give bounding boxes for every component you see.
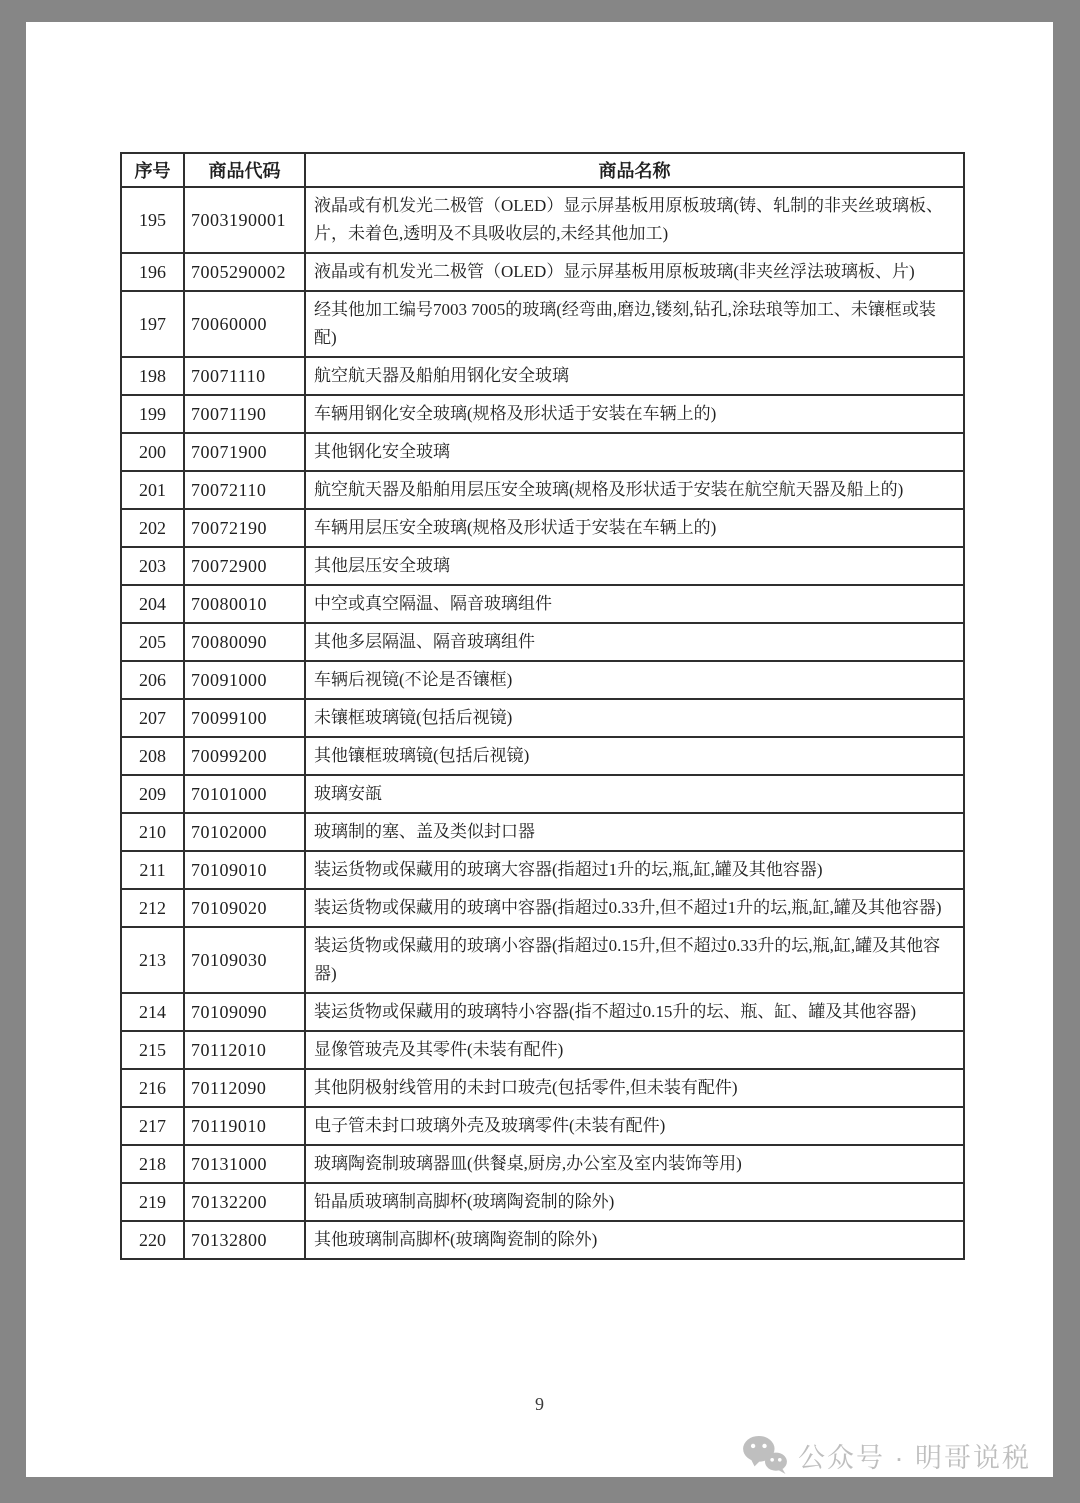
cell-commodity-code: 70131000	[184, 1145, 305, 1183]
cell-serial-number: 204	[121, 585, 184, 623]
cell-commodity-name: 玻璃安瓿	[305, 775, 964, 813]
table-row	[121, 1145, 964, 1183]
cell-commodity-name: 装运货物或保藏用的玻璃大容器(指超过1升的坛,瓶,缸,罐及其他容器)	[305, 851, 964, 889]
cell-serial-number: 200	[121, 433, 184, 471]
cell-commodity-name: 玻璃制的塞、盖及类似封口器	[305, 813, 964, 851]
cell-commodity-code: 70071110	[184, 357, 305, 395]
table-row	[121, 737, 964, 775]
cell-serial-number: 217	[121, 1107, 184, 1145]
table-row	[121, 623, 964, 661]
cell-commodity-code: 70109020	[184, 889, 305, 927]
table-row	[121, 253, 964, 291]
cell-commodity-name: 其他镶框玻璃镜(包括后视镜)	[305, 737, 964, 775]
cell-commodity-code: 70132800	[184, 1221, 305, 1259]
cell-serial-number: 201	[121, 471, 184, 509]
cell-commodity-name: 装运货物或保藏用的玻璃特小容器(指不超过0.15升的坛、瓶、缸、罐及其他容器)	[305, 993, 964, 1031]
cell-serial-number: 214	[121, 993, 184, 1031]
cell-commodity-name: 车辆用层压安全玻璃(规格及形状适于安装在车辆上的)	[305, 509, 964, 547]
cell-commodity-code: 70071190	[184, 395, 305, 433]
cell-serial-number: 210	[121, 813, 184, 851]
wechat-icon	[742, 1435, 788, 1475]
table-row	[121, 699, 964, 737]
table-row	[121, 433, 964, 471]
cell-commodity-name: 装运货物或保藏用的玻璃中容器(指超过0.33升,但不超过1升的坛,瓶,缸,罐及其他容器)	[305, 889, 964, 927]
table-header-row	[121, 153, 964, 187]
header-commodity-code: 商品代码	[184, 153, 305, 187]
table-row	[121, 1221, 964, 1259]
table-row	[121, 1183, 964, 1221]
cell-commodity-code: 70109010	[184, 851, 305, 889]
table-row	[121, 471, 964, 509]
cell-commodity-name: 玻璃陶瓷制玻璃器皿(供餐桌,厨房,办公室及室内装饰等用)	[305, 1145, 964, 1183]
cell-commodity-code: 70109030	[184, 927, 305, 993]
cell-serial-number: 202	[121, 509, 184, 547]
cell-serial-number: 212	[121, 889, 184, 927]
cell-commodity-code: 70132200	[184, 1183, 305, 1221]
cell-serial-number: 216	[121, 1069, 184, 1107]
cell-serial-number: 215	[121, 1031, 184, 1069]
table-row	[121, 187, 964, 253]
cell-commodity-code: 70080010	[184, 585, 305, 623]
cell-commodity-name: 车辆后视镜(不论是否镶框)	[305, 661, 964, 699]
table-row	[121, 357, 964, 395]
cell-commodity-name: 未镶框玻璃镜(包括后视镜)	[305, 699, 964, 737]
cell-serial-number: 199	[121, 395, 184, 433]
table-row	[121, 509, 964, 547]
cell-serial-number: 220	[121, 1221, 184, 1259]
cell-commodity-code: 70112090	[184, 1069, 305, 1107]
cell-serial-number: 218	[121, 1145, 184, 1183]
cell-commodity-code: 7003190001	[184, 187, 305, 253]
cell-serial-number: 207	[121, 699, 184, 737]
cell-commodity-code: 70072190	[184, 509, 305, 547]
cell-serial-number: 196	[121, 253, 184, 291]
cell-serial-number: 213	[121, 927, 184, 993]
cell-serial-number: 198	[121, 357, 184, 395]
table-row	[121, 661, 964, 699]
table-row	[121, 291, 964, 357]
table-row	[121, 927, 964, 993]
table-row	[121, 993, 964, 1031]
cell-commodity-code: 70119010	[184, 1107, 305, 1145]
cell-commodity-code: 70112010	[184, 1031, 305, 1069]
table-row	[121, 775, 964, 813]
cell-commodity-code: 70072900	[184, 547, 305, 585]
cell-commodity-name: 显像管玻壳及其零件(未装有配件)	[305, 1031, 964, 1069]
cell-commodity-code: 70091000	[184, 661, 305, 699]
cell-serial-number: 203	[121, 547, 184, 585]
cell-commodity-name: 液晶或有机发光二极管（OLED）显示屏基板用原板玻璃(非夹丝浮法玻璃板、片)	[305, 253, 964, 291]
cell-serial-number: 211	[121, 851, 184, 889]
commodity-table	[120, 152, 965, 1260]
header-commodity-name: 商品名称	[305, 153, 964, 187]
table-row	[121, 1031, 964, 1069]
cell-serial-number: 205	[121, 623, 184, 661]
cell-commodity-code: 70102000	[184, 813, 305, 851]
table-body	[121, 187, 964, 1259]
cell-commodity-name: 其他多层隔温、隔音玻璃组件	[305, 623, 964, 661]
cell-commodity-code: 70071900	[184, 433, 305, 471]
cell-commodity-name: 其他钢化安全玻璃	[305, 433, 964, 471]
table-row	[121, 851, 964, 889]
table-row	[121, 585, 964, 623]
cell-commodity-code: 70099100	[184, 699, 305, 737]
cell-serial-number: 219	[121, 1183, 184, 1221]
table-row	[121, 1069, 964, 1107]
table-row	[121, 547, 964, 585]
cell-commodity-name: 铅晶质玻璃制高脚杯(玻璃陶瓷制的除外)	[305, 1183, 964, 1221]
cell-commodity-name: 其他层压安全玻璃	[305, 547, 964, 585]
cell-serial-number: 206	[121, 661, 184, 699]
cell-commodity-name: 其他玻璃制高脚杯(玻璃陶瓷制的除外)	[305, 1221, 964, 1259]
cell-commodity-name: 航空航天器及船舶用钢化安全玻璃	[305, 357, 964, 395]
table-row	[121, 813, 964, 851]
watermark-text: 公众号 · 明哥说税	[798, 1442, 1031, 1473]
cell-commodity-name: 车辆用钢化安全玻璃(规格及形状适于安装在车辆上的)	[305, 395, 964, 433]
cell-commodity-name: 经其他加工编号7003 7005的玻璃(经弯曲,磨边,镂刻,钻孔,涂珐琅等加工、未镶框或装配)	[305, 291, 964, 357]
document-page	[26, 22, 1053, 1477]
table-row	[121, 1107, 964, 1145]
cell-commodity-code: 7005290002	[184, 253, 305, 291]
header-serial-number: 序号	[121, 153, 184, 187]
table-row	[121, 395, 964, 433]
cell-serial-number: 208	[121, 737, 184, 775]
page-number: 9	[535, 1394, 544, 1414]
cell-commodity-name: 装运货物或保藏用的玻璃小容器(指超过0.15升,但不超过0.33升的坛,瓶,缸,罐及其他容器)	[305, 927, 964, 993]
cell-commodity-code: 70072110	[184, 471, 305, 509]
cell-commodity-name: 航空航天器及船舶用层压安全玻璃(规格及形状适于安装在航空航天器及船上的)	[305, 471, 964, 509]
cell-commodity-name: 其他阴极射线管用的未封口玻壳(包括零件,但未装有配件)	[305, 1069, 964, 1107]
cell-serial-number: 195	[121, 187, 184, 253]
cell-commodity-code: 70099200	[184, 737, 305, 775]
cell-commodity-name: 液晶或有机发光二极管（OLED）显示屏基板用原板玻璃(铸、轧制的非夹丝玻璃板、片，未着色,透明及不具吸收层的,未经其他加工)	[305, 187, 964, 253]
cell-commodity-code: 70109090	[184, 993, 305, 1031]
watermark	[742, 1435, 1031, 1475]
cell-commodity-code: 70080090	[184, 623, 305, 661]
cell-serial-number: 197	[121, 291, 184, 357]
cell-commodity-code: 70060000	[184, 291, 305, 357]
cell-commodity-name: 中空或真空隔温、隔音玻璃组件	[305, 585, 964, 623]
table-row	[121, 889, 964, 927]
cell-serial-number: 209	[121, 775, 184, 813]
cell-commodity-code: 70101000	[184, 775, 305, 813]
cell-commodity-name: 电子管未封口玻璃外壳及玻璃零件(未装有配件)	[305, 1107, 964, 1145]
